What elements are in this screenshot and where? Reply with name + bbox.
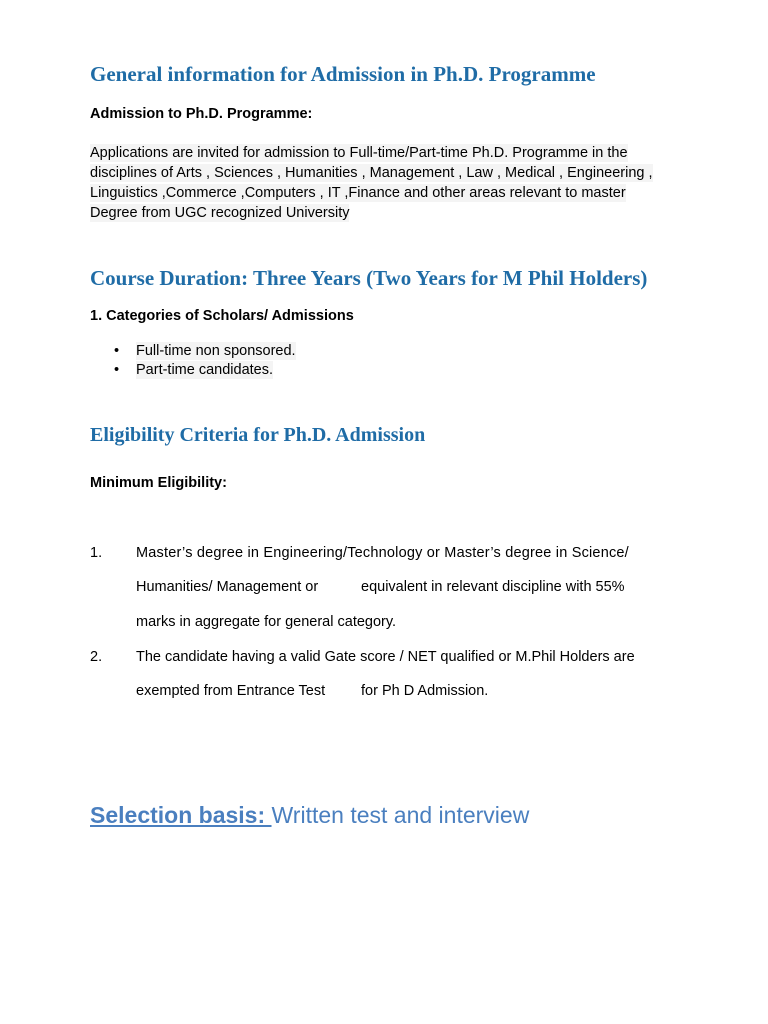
- list-item: [114, 343, 296, 359]
- list-item-text: Part-time candidates.: [136, 362, 274, 378]
- intro-line: disciplines of Arts , Sciences , Humanities , Management , Law , Medical , Engineering ,: [90, 165, 653, 181]
- intro-line: Linguistics ,Commerce ,Computers , IT ,Finance and other areas relevant to master: [90, 185, 626, 201]
- page-title: General information for Admission in Ph.D. Programme: [90, 62, 596, 86]
- criterion-text: Master’s degree in Engineering/Technology or Master’s degree in Science/: [136, 545, 629, 561]
- intro-paragraph: [90, 143, 690, 223]
- list-item: [114, 362, 274, 378]
- selection-basis-text: Written test and interview: [271, 802, 530, 828]
- minimum-eligibility-label: Minimum Eligibility:: [90, 475, 227, 491]
- intro-line: Degree from UGC recognized University: [90, 205, 350, 221]
- eligibility-heading: Eligibility Criteria for Ph.D. Admission: [90, 424, 426, 446]
- bullet-glyph: •: [114, 362, 120, 378]
- selection-basis: [90, 802, 529, 829]
- intro-line: Applications are invited for admission to Full-time/Part-time Ph.D. Programme in the: [90, 145, 628, 161]
- admission-label: Admission to Ph.D. Programme:: [90, 106, 313, 122]
- bullet-glyph: •: [114, 343, 120, 359]
- criterion-text: Humanities/ Management or: [136, 579, 319, 595]
- course-duration-heading: Course Duration: Three Years (Two Years for M Phil Holders): [90, 266, 648, 290]
- criterion-number: 1.: [90, 545, 103, 561]
- criterion-text: marks in aggregate for general category.: [136, 614, 397, 630]
- selection-basis-label: Selection basis:: [90, 802, 272, 828]
- criterion-text: exempted from Entrance Test: [136, 683, 326, 699]
- categories-heading: 1. Categories of Scholars/ Admissions: [90, 308, 354, 324]
- list-item-text: Full-time non sponsored.: [136, 343, 296, 359]
- criterion-text: for Ph D Admission.: [361, 683, 489, 699]
- criterion-text: The candidate having a valid Gate score / NET qualified or M.Phil Holders are: [136, 649, 635, 665]
- criterion-number: 2.: [90, 649, 103, 665]
- criterion-text: equivalent in relevant discipline with 55%: [361, 579, 625, 595]
